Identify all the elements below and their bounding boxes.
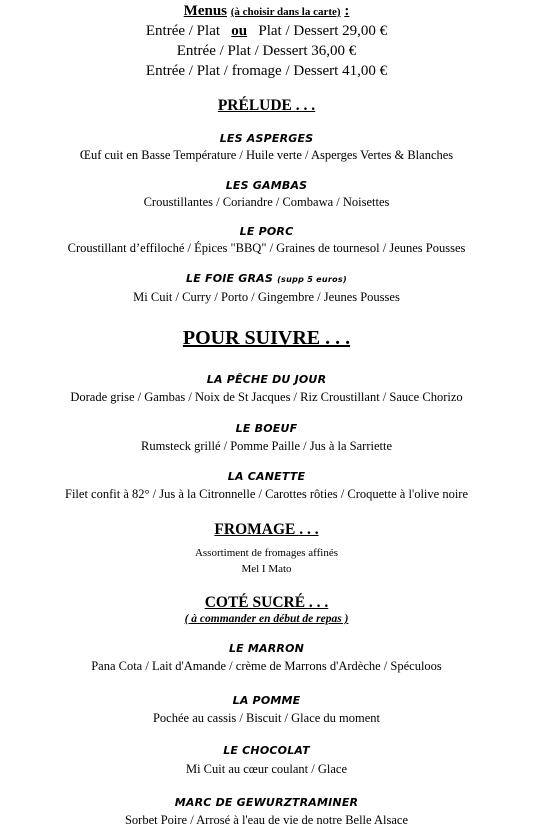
dish-name: LES GAMBAS — [225, 179, 308, 192]
supplement-note: (supp 5 euros) — [277, 275, 347, 284]
dish-name: LE BOEUF — [235, 422, 298, 435]
formula-1 — [0, 24, 533, 39]
dish-description: Rumsteck grillé / Pomme Paille / Jus à la Sarriette — [141, 439, 392, 453]
menus-note: (à choisir dans la carte) — [230, 6, 341, 18]
dish-name: LA CANETTE — [227, 470, 306, 483]
dish-description: Dorade grise / Gambas / Noix de St Jacques / Riz Croustillant / Sauce Chorizo — [70, 390, 463, 404]
dessert-order-note: ( à commander en début de repas ) — [184, 613, 349, 625]
dish-name: LE PORC — [239, 225, 294, 238]
section-title-fromage: FROMAGE . . . — [214, 521, 319, 538]
dish-name: LA PÊCHE DU JOUR — [206, 373, 327, 386]
dish-name: MARC DE GEWURZTRAMINER — [174, 796, 359, 809]
dish-description: Pochée au cassis / Biscuit / Glace du moment — [152, 711, 381, 725]
formula-1-a: Entrée / Plat — [145, 23, 221, 39]
dish-description: Mi Cuit / Curry / Porto / Gingembre / Jeunes Pousses — [133, 290, 400, 304]
menus-colon: : — [344, 3, 350, 19]
section-title-suivre: POUR SUIVRE . . . — [182, 327, 351, 349]
dish-name: LE CHOCOLAT — [223, 744, 310, 757]
dish-description: Mi Cuit au cœur coulant / Glace — [185, 762, 348, 776]
dish-description: Filet confit à 82° / Jus à la Citronnelle / Carottes rôties / Croquette à l'olive noire — [65, 487, 468, 501]
formula-2: Entrée / Plat / Dessert 36,00 € — [176, 43, 357, 59]
formula-1-b: Plat / Dessert 29,00 € — [258, 23, 388, 39]
cheese-origin: Mel I Mato — [241, 563, 292, 575]
formula-3: Entrée / Plat / fromage / Dessert 41,00 € — [145, 63, 388, 79]
dish-description: Croustillantes / Coriandre / Combawa / Noisettes — [143, 195, 390, 209]
dish-description: Sorbet Poire / Arrosé à l'eau de vie de notre Belle Alsace — [124, 813, 409, 827]
cheese-description: Assortiment de fromages affinés — [194, 547, 339, 559]
dish-name: LA POMME — [232, 694, 301, 707]
menus-label: Menus — [183, 3, 228, 19]
section-title-sucre: COTÉ SUCRÉ . . . — [204, 594, 329, 611]
section-title-prelude: PRÉLUDE . . . — [217, 97, 316, 114]
dish-name-with-supplement — [0, 273, 533, 284]
dish-description: Croustillant d’effiloché / Épices "BBQ" / Graines de tournesol / Jeunes Pousses — [67, 241, 466, 255]
dish-name: LES ASPERGES — [219, 132, 314, 145]
formula-1-or: ou — [231, 23, 248, 39]
dish-description: Œuf cuit en Basse Température / Huile verte / Asperges Vertes & Blanches — [79, 148, 454, 162]
menus-heading — [0, 4, 533, 19]
dish-name: LE FOIE GRAS — [186, 272, 274, 285]
dish-description: Pana Cota / Lait d'Amande / crème de Marrons d'Ardèche / Spéculoos — [91, 659, 442, 673]
dish-name: LE MARRON — [228, 642, 305, 655]
